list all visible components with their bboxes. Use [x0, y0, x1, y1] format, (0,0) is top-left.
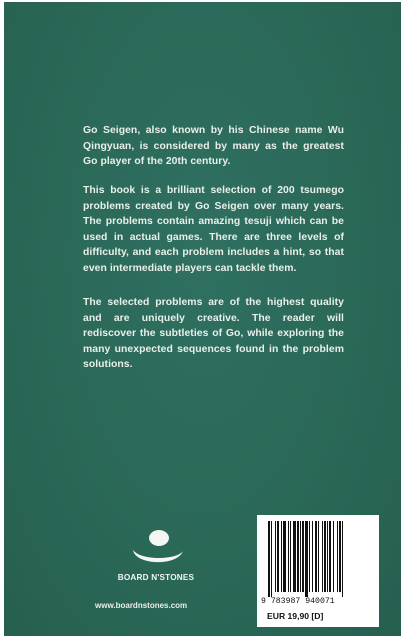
barcode-label [257, 515, 379, 627]
publisher-name: BOARD N'STONES [117, 573, 195, 582]
blurb-paragraph-selection: This book is a brilliant selection of 200 tsumego problems created by Go Seigen over many years. The problems contain amazing tesuji which can be used in actual games. There are three levels of difficulty, and each problem includes a hint, so that even intermediate players can tackle them. [83, 185, 344, 274]
publisher-logo [101, 525, 211, 582]
blurb-paragraph-intro: Go Seigen, also known by his Chinese name Wu Qingyuan, is considered by many as the greatest Go player of the 20th century. [83, 125, 344, 168]
stone-swoosh-logo-icon [125, 525, 187, 571]
ean-barcode-icon [267, 521, 371, 599]
price-label: EUR 19,90 [D] [267, 611, 324, 621]
blurb-paragraph-quality: The selected problems are of the highest quality and are uniquely creative. The reader will rediscover the subtleties of Go, while exploring the many unexpected sequences found in the problem solutions. [83, 297, 344, 371]
back-cover [4, 2, 401, 636]
barcode-digits: 9 783987 940071 [261, 597, 335, 606]
publisher-website: www.boardnstones.com [95, 601, 188, 610]
